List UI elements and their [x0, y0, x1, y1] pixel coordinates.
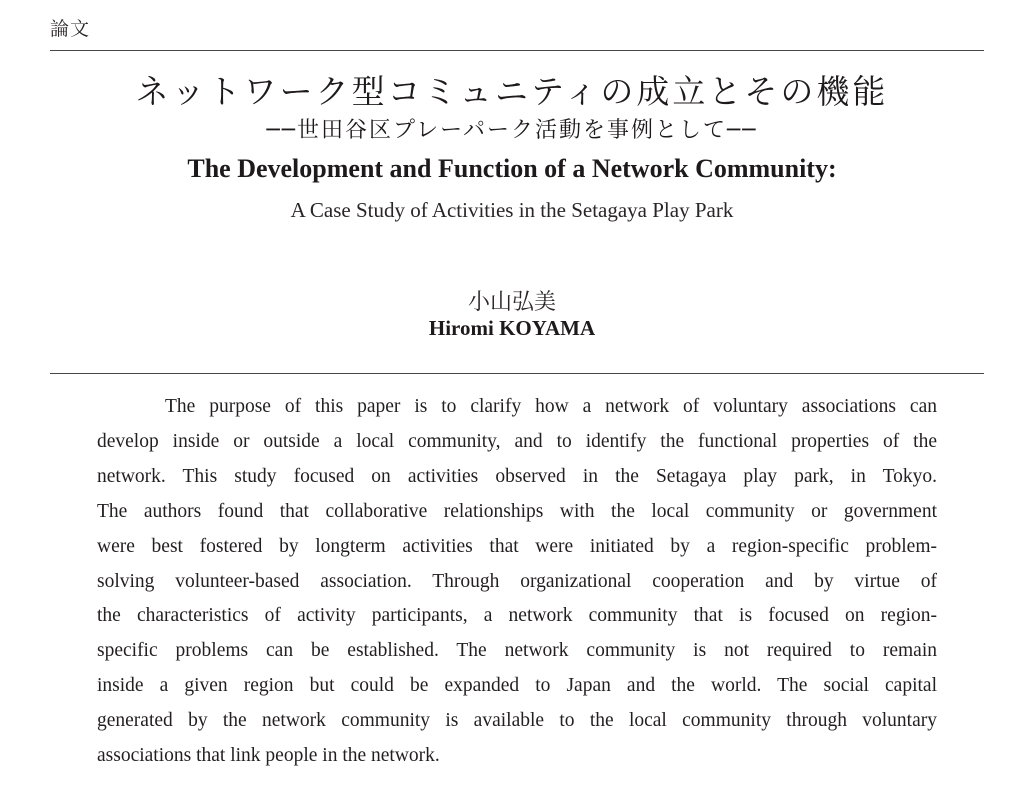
abstract-line: generated by the network community is available to the local community through voluntary	[97, 710, 937, 732]
abstract-line: The purpose of this paper is to clarify how a network of voluntary associations can	[165, 396, 937, 417]
abstract-line: specific problems can be established. The network community is not required to remain	[97, 640, 937, 662]
abstract	[97, 390, 937, 774]
japanese-subtitle: ──世田谷区プレーパーク活動を事例として──	[266, 118, 758, 143]
abstract-line: network. This study focused on activities observed in the Setagaya play park, in Tokyo.	[97, 465, 937, 487]
japanese-title: ネットワーク型コミュニティの成立とその機能	[135, 72, 889, 111]
english-title: The Development and Function of a Network Community:	[187, 154, 837, 183]
header-divider	[50, 50, 984, 51]
author-name-english: Hiromi KOYAMA	[428, 316, 596, 340]
abstract-line: associations that link people in the network.	[97, 745, 440, 767]
abstract-line: develop inside or outside a local community, and to identify the functional properties of the	[97, 430, 937, 452]
abstract-line: inside a given region but could be expanded to Japan and the world. The social capital	[97, 675, 937, 697]
section-label: 論文	[50, 18, 91, 40]
abstract-line: The authors found that collaborative relationships with the local community or government	[97, 500, 937, 522]
english-subtitle: A Case Study of Activities in the Setagaya Play Park	[290, 198, 734, 222]
abstract-line: were best fostered by longterm activities that were initiated by a region-specific problem-	[97, 535, 937, 557]
author-name-japanese: 小山弘美	[467, 290, 556, 315]
abstract-line: solving volunteer-based association. Through organizational cooperation and by virtue of	[97, 570, 937, 592]
abstract-divider	[50, 373, 984, 374]
abstract-line: the characteristics of activity participants, a network community that is focused on region-	[97, 605, 937, 627]
